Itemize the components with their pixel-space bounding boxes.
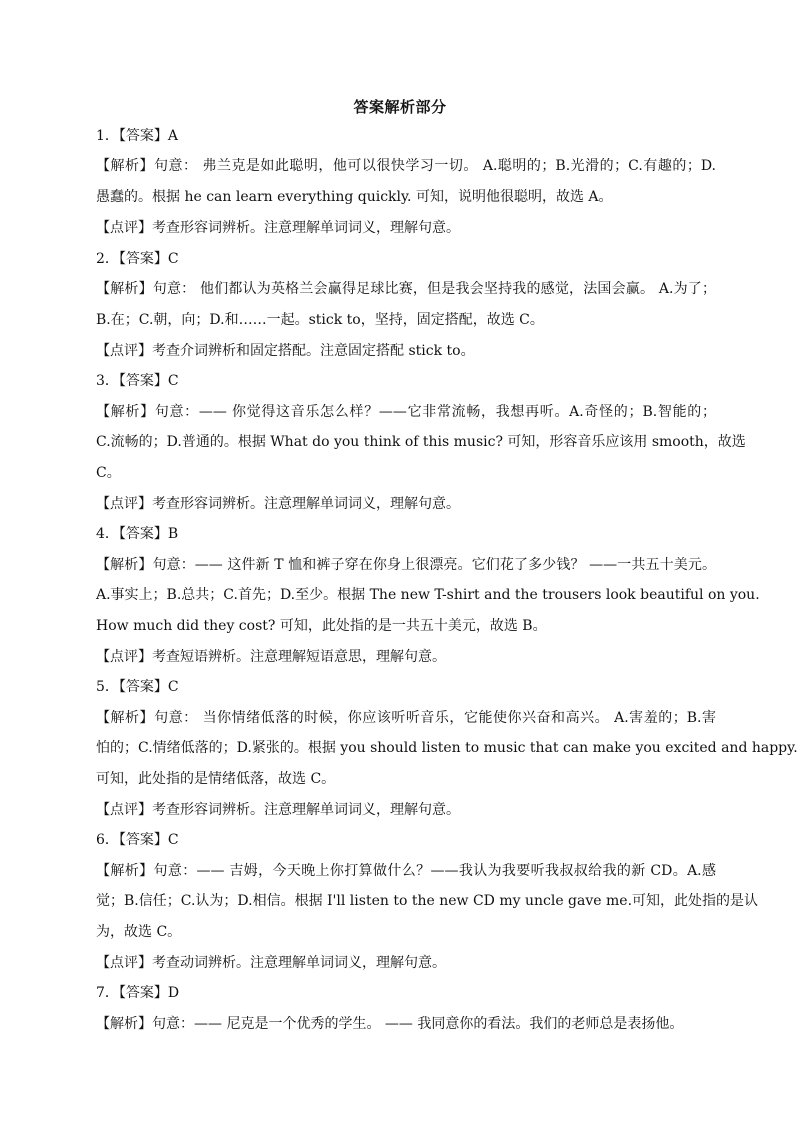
answer-heading-3: 3．【答案】C (96, 373, 179, 389)
analysis-line: C.流畅的；D.普通的。根据 What do you think of this music? 可知，形容音乐应该用 smooth，故选 (96, 434, 746, 450)
analysis-line: 愚蠢的。根据 he can learn everything quickly. 可知，说明他很聪明，故选 A。 (96, 189, 613, 205)
comment-line: 【点评】考查动词辨析。注意理解单词词义，理解句意。 (96, 955, 446, 971)
analysis-line: 可知，此处指的是情绪低落，故选 C。 (96, 771, 336, 787)
answer-heading-7: 7．【答案】D (96, 985, 180, 1001)
answer-heading-6: 6．【答案】C (96, 832, 179, 848)
analysis-line: 【解析】句意： 他们都认为英格兰会赢得足球比赛，但是我会坚持我的感觉，法国会赢。 A.为了； (96, 281, 716, 297)
analysis-line: 为，故选 C。 (96, 924, 182, 940)
analysis-line: B.在；C.朝，向；D.和……一起。stick to，坚持，固定搭配，故选 C。 (96, 312, 544, 328)
comment-line: 【点评】考查介词辨析和固定搭配。注意固定搭配 stick to。 (96, 343, 475, 359)
analysis-line: 【解析】句意：—— 尼克是一个优秀的学生。 —— 我同意你的看法。我们的老师总是表扬他。 (96, 1016, 684, 1032)
comment-line: 【点评】考查形容词辨析。注意理解单词词义，理解句意。 (96, 496, 460, 512)
analysis-line: 【解析】句意： 弗兰克是如此聪明，他可以很快学习一切。 A.聪明的；B.光滑的；C.有趣的；D. (96, 158, 716, 174)
page-title: 答案解析部分 (353, 98, 447, 116)
comment-line: 【点评】考查短语辨析。注意理解短语意思，理解句意。 (96, 649, 446, 665)
analysis-line: 【解析】句意： 当你情绪低落的时候，你应该听听音乐，它能使你兴奋和高兴。 A.害羞的；B.害 (96, 710, 716, 726)
analysis-line: 【解析】句意：—— 吉姆，今天晚上你打算做什么？——我认为我要听我叔叔给我的新 CD。A.感 (96, 863, 716, 879)
comment-line: 【点评】考查形容词辨析。注意理解单词词义，理解句意。 (96, 802, 460, 818)
answer-heading-4: 4．【答案】B (96, 526, 179, 542)
analysis-line: C。 (96, 465, 121, 481)
analysis-line: 怕的；C.情绪低落的；D.紧张的。根据 you should listen to music that can make you excited and happy. (96, 740, 798, 756)
answer-heading-5: 5．【答案】C (96, 679, 179, 695)
analysis-line: 【解析】句意：—— 这件新 T 恤和裤子穿在你身上很漂亮。它们花了多少钱？ ——一共五十美元。 (96, 557, 716, 573)
answer-heading-2: 2．【答案】C (96, 251, 179, 267)
analysis-line: 觉；B.信任；C.认为；D.相信。根据 I'll listen to the new CD my uncle gave me.可知，此处指的是认 (96, 893, 759, 909)
comment-line: 【点评】考查形容词辨析。注意理解单词词义，理解句意。 (96, 220, 460, 236)
answer-heading-1: 1．【答案】A (96, 128, 179, 144)
analysis-line: How much did they cost? 可知，此处指的是一共五十美元，故选 B。 (96, 618, 547, 634)
analysis-line: 【解析】句意：—— 你觉得这音乐怎么样？——它非常流畅，我想再听。A.奇怪的；B.智能的； (96, 404, 716, 420)
analysis-line: A.事实上；B.总共；C.首先；D.至少。根据 The new T-shirt and the trousers look beautiful on you. (96, 587, 760, 603)
